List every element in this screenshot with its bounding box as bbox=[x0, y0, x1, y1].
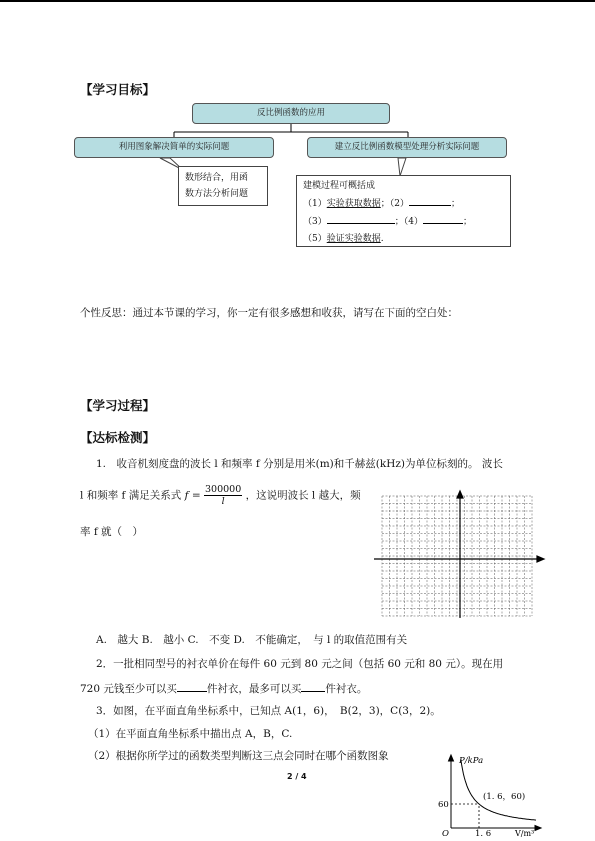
grid-y-arrow bbox=[457, 491, 463, 498]
step-5-text: 验证实验数据 bbox=[326, 234, 381, 244]
formula-numerator: 300000 bbox=[204, 484, 242, 495]
note-right-row1: （1）实验获取数据；（2） ； bbox=[303, 195, 504, 213]
diagram-right-box: 建立反比例函数模型处理分析实际问题 bbox=[307, 137, 507, 158]
grid-x-arrow bbox=[537, 556, 544, 562]
pv-ylabel: P/kPa bbox=[459, 756, 484, 766]
page-number: 2 / 4 bbox=[287, 772, 307, 781]
diagram-note-left bbox=[178, 166, 268, 206]
q2-min-blank[interactable] bbox=[177, 681, 207, 692]
pv-origin: O bbox=[442, 829, 449, 837]
diagram-left-box: 利用图象解决简单的实际问题 bbox=[74, 137, 274, 158]
note-right-row2: （3） ；（4） ； bbox=[303, 213, 504, 231]
formula-denominator: l bbox=[221, 496, 225, 507]
section-goals-heading: 【学习目标】 bbox=[80, 82, 156, 97]
pv-x-arrow bbox=[535, 826, 541, 831]
step-2-blank[interactable] bbox=[409, 195, 451, 206]
pv-hyperbola bbox=[461, 759, 536, 820]
note-right-title: 建模过程可概括成 bbox=[303, 181, 376, 191]
step-3-blank[interactable] bbox=[327, 213, 395, 224]
q3-sub2: （2）根据你所学过的函数类型判断这三点会同时在哪个函数图象 bbox=[88, 750, 389, 762]
pressure-volume-graph bbox=[425, 752, 545, 837]
q1-line1: 1. 收音机刻度盘的波长 l 和频率 f 分别是用米(m)和千赫兹(kHz)为单位标刻的。 波长 bbox=[96, 458, 503, 470]
diagram-top-box: 反比例函数的应用 bbox=[192, 103, 390, 124]
q2-line2: 720 元钱至少可以买 件衬衣，最多可以买 件衬衣。 bbox=[80, 683, 368, 695]
q1-options: A. 越大 B. 越小 C. 不变 D. 不能确定， 与 l 的取值范围有关 bbox=[96, 634, 408, 646]
pv-y-tick: 60 bbox=[438, 800, 449, 810]
pv-y-arrow bbox=[449, 755, 454, 761]
q3-sub1: （1）在平面直角坐标系中描出点 A，B，C. bbox=[88, 728, 293, 740]
note-left-line2: 数方法分析问题 bbox=[185, 189, 249, 199]
pv-xlabel: V/m³ bbox=[515, 829, 535, 837]
q3-line1: 3．如图，在平面直角坐标系中，已知点 A(1，6)， B(2，3)，C(3，2)。 bbox=[96, 705, 441, 717]
note-right-row3: （5）验证实验数据. bbox=[303, 234, 384, 244]
pv-point-label: (1. 6，60) bbox=[483, 792, 526, 802]
reflection-prompt: 个性反思：通过本节课的学习，你一定有很多感想和收获，请写在下面的空白处： bbox=[80, 307, 458, 319]
step-4-blank[interactable] bbox=[423, 213, 463, 224]
coordinate-grid bbox=[372, 488, 547, 624]
formula-lhs: f = bbox=[184, 489, 201, 502]
step-1-text: 实验获取数据 bbox=[326, 199, 381, 209]
section-test-heading: 【达标检测】 bbox=[80, 430, 156, 445]
q1-line3: 率 f 就（ ） bbox=[80, 526, 144, 538]
section-process-heading: 【学习过程】 bbox=[80, 398, 156, 413]
q2-max-blank[interactable] bbox=[301, 681, 325, 692]
q1-line2: l 和频率 f 满足关系式 f = $\frac{300000}{l}$ ，这说明波长 l 越大，频 bbox=[80, 484, 361, 507]
q2-line1: 2．一批相同型号的衬衣单价在每件 60 元到 80 元之间（包括 60 元和 80 元）。现在用 bbox=[96, 658, 504, 670]
note-left-line1: 数形结合，用函 bbox=[185, 173, 249, 183]
pv-x-tick: 1. 6 bbox=[475, 829, 492, 837]
diagram-note-right bbox=[296, 175, 511, 247]
formula-fraction bbox=[204, 484, 242, 507]
